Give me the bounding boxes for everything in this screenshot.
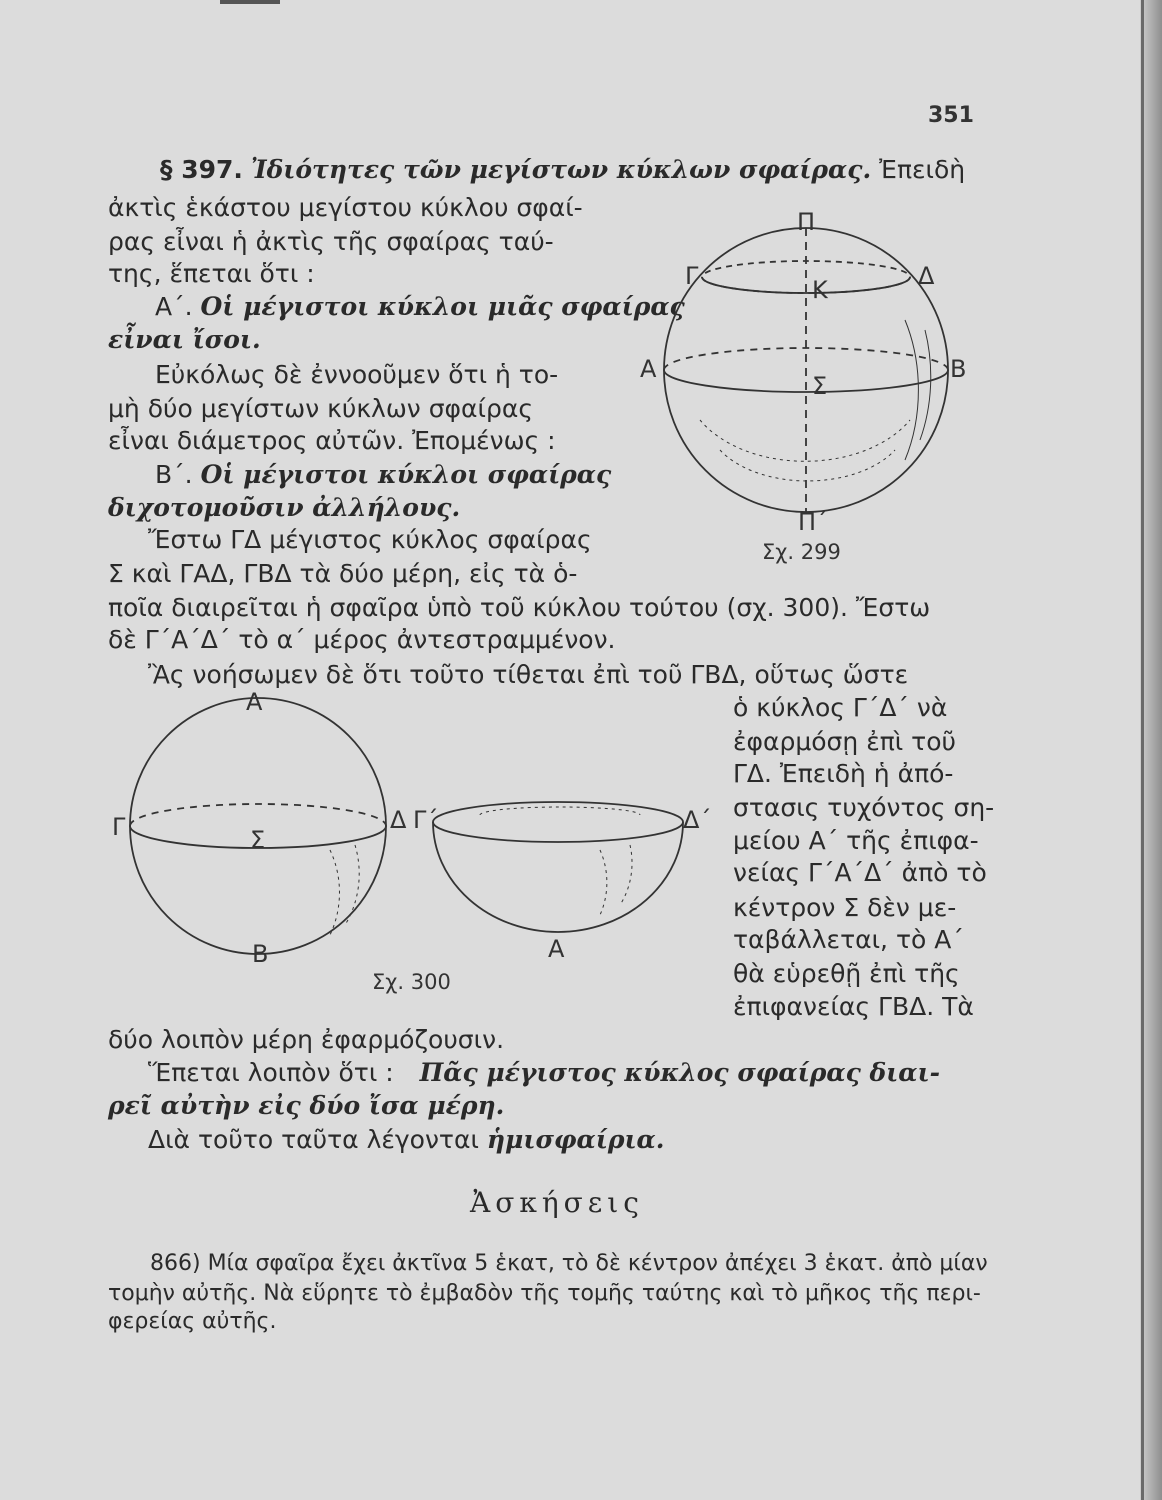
shade-arc [330,850,339,935]
fig300-sphere-right: Δ [390,806,407,834]
fig299-label-left: Α [640,355,657,383]
theorem-b-prefix: Β΄. [155,460,193,489]
text-line: δὲ Γ΄Α΄Δ΄ τὸ α΄ μέρος ἀντεστραμμένον. [108,625,616,654]
theorem-b-line [155,460,611,490]
text-line: κέντρον Σ δὲν με- [733,893,957,922]
page-number: 351 [928,103,974,128]
text-line: ΓΔ. Ἐπειδὴ ἡ ἀπό- [733,759,954,788]
text-line: ρας εἶναι ἡ ἀκτὶς τῆς σφαίρας ταύ- [108,227,554,256]
page-edge-line [1141,0,1144,1500]
hemisphere-line [148,1125,665,1155]
theorem-a-prefix: Α΄. [155,292,193,321]
text-line: ποῖα διαιρεῖται ἡ σφαῖρα ὑπὸ τοῦ κύκλου τούτου (σχ. 300). Ἔστω [108,593,931,622]
exercise-line: φερείας αὐτῆς. [108,1309,277,1334]
fig299-label-chord-right: Δ [918,262,935,290]
conclusion-prefix: Ἕπεται λοιπὸν ὅτι : [148,1058,394,1087]
fig299-caption: Σχ. 299 [762,540,841,564]
shade-arc [600,850,607,915]
fig299-label-right: Β [950,355,967,383]
shade-arc [620,845,632,905]
theorem-a-text: Οἱ μέγιστοι κύκλοι μιᾶς σφαίρας [200,292,685,321]
fig299-label-center: Σ [812,372,828,400]
fig299-label-chord-center: Κ [812,276,828,304]
section-title: Ἰδιότητες τῶν μεγίστων κύκλων σφαίρας. [250,155,872,184]
shade-arc [720,450,895,481]
text-line: ὁ κύκλος Γ΄Δ΄ νὰ [733,693,948,722]
text-line: ἐπιφανείας ΓΒΔ. Τὰ [733,992,974,1021]
fig300-caption: Σχ. 300 [372,970,451,994]
hemisphere-prefix: Διὰ τοῦτο ταῦτα λέγονται [148,1125,479,1154]
text-line: δύο λοιπὸν μέρη ἐφαρμόζουσιν. [108,1025,505,1054]
great-circle-back [664,348,948,370]
hemisphere-term: ἡμισφαίρια. [486,1125,665,1154]
exercises-heading: Ἀσκήσεις [470,1186,644,1219]
text-line: ἀκτὶς ἑκάστου μεγίστου κύκλου σφαί- [108,193,583,222]
shade-arc [905,320,918,460]
scan-mark [220,0,280,4]
text-line: στασις τυχόντος ση- [733,793,995,822]
conclusion-line [148,1058,940,1088]
conclusion-line2: ρεῖ αὐτὴν εἰς δύο ἴσα μέρη. [108,1091,505,1120]
text-line: νείας Γ΄Α΄Δ΄ ἀπὸ τὸ [733,858,987,887]
text-line: ἐφαρμόσῃ ἐπὶ τοῦ [733,727,956,756]
fig299-label-bottom: Π΄ [798,508,829,536]
shade-arc [700,420,910,461]
text-line: εἶναι διάμετρος αὐτῶν. Ἐπομένως : [108,426,556,455]
section-number: § 397. [160,155,243,184]
text-line: Ἂς νοήσωμεν δὲ ὅτι τοῦτο τίθεται ἐπὶ τοῦ ΓΒΔ, οὕτως ὥστε [148,660,909,689]
theorem-b-text: Οἱ μέγιστοι κύκλοι σφαίρας [200,460,612,489]
fig300-sphere-bottom: Β [252,940,269,968]
great-circle-front [664,370,948,392]
text-line: Ἔστω ΓΔ μέγιστος κύκλος σφαίρας [148,525,592,554]
text-line: της, ἕπεται ὅτι : [108,259,315,288]
fig299-label-top: Π [797,208,816,236]
hemi-rim-front [433,822,683,842]
sphere-outline [664,228,948,512]
text-line: μὴ δύο μεγίστων κύκλων σφαίρας [108,394,533,423]
text-line: Σ καὶ ΓΑΔ, ΓΒΔ τὰ δύο μέρη, εἰς τὰ ὁ- [108,559,578,588]
text-line: μείου Α΄ τῆς ἐπιφα- [733,826,979,855]
conclusion-text: Πᾶς μέγιστος κύκλος σφαίρας διαι- [419,1058,940,1087]
exercise-line: 866) Μία σφαῖρα ἔχει ἀκτῖνα 5 ἑκατ, τὸ δὲ κέντρον ἀπέχει 3 ἑκατ. ἀπὸ μίαν [150,1251,988,1276]
theorem-b-line2: διχοτομοῦσιν ἀλλήλους. [108,493,461,522]
fig300-hemi-bottom: Α [548,935,565,963]
fig300-sphere-left: Γ [112,813,126,841]
text-line: θὰ εὑρεθῇ ἐπὶ τῆς [733,959,960,988]
small-circle-back [702,261,910,293]
theorem-a-line2: εἶναι ἴσοι. [108,325,261,354]
theorem-a-line [155,292,685,322]
shade-arc [480,807,640,815]
fig300-hemi-left: Γ΄ [413,806,439,834]
fig299-label-chord-left: Γ [685,262,699,290]
small-circle-front [702,277,910,293]
text-line: ταβάλλεται, τὸ Α΄ [733,925,964,954]
fig300-sphere-top: Α [246,688,263,716]
hemi-bowl [433,822,683,932]
fig300-sphere-center: Σ [250,826,266,854]
section-heading [160,155,965,185]
hemi-rim-back [433,802,683,822]
great-circle-back [130,804,386,826]
exercise-line: τομὴν αὐτῆς. Νὰ εὕρητε τὸ ἐμβαδὸν τῆς τομῆς ταύτης καὶ τὸ μῆκος τῆς περι- [108,1281,981,1306]
shade-arc [345,845,359,925]
fig300-hemi-right: Δ΄ [683,806,712,834]
section-tail: Ἐπειδὴ [879,155,966,184]
shade-arc [920,330,931,440]
text-line: Εὐκόλως δὲ ἐννοοῦμεν ὅτι ἡ το- [155,360,559,389]
